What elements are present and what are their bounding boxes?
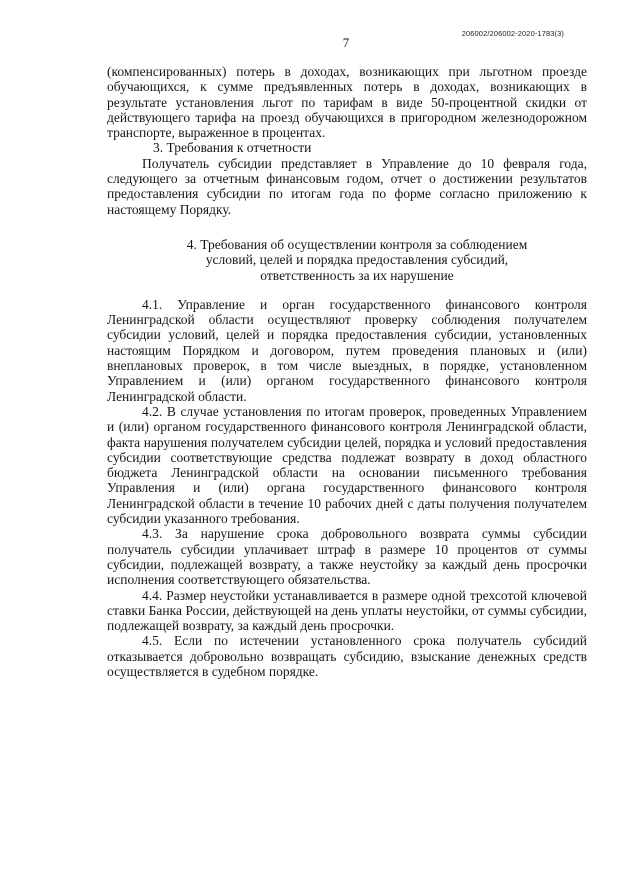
clause-4-4: 4.4. Размер неустойки устанавливается в размере одной трехсотой ключевой ставки Банка России, действующей на день уплаты неустойки, от суммы субсидии, подлежащей возврату, за каждый день просрочки. bbox=[107, 587, 587, 634]
section-3-title: 3. Требования к отчетности bbox=[153, 140, 312, 156]
document-body bbox=[107, 64, 587, 679]
clause-4-3: 4.3. За нарушение срока добровольного возврата суммы субсидии получатель субсидии уплачивает штраф в размере 10 процентов от суммы субсидии, подлежащей возврату, а также неустойку за каждый день просрочки исполнения соответствующего обязательства. bbox=[107, 526, 587, 588]
clause-4-1: 4.1. Управление и орган государственного финансового контроля Ленинградской области осуществляют проверку соблюдения получателем субсидии условий, целей и порядка предоставления субсидии, установленных настоящим Порядком и договором, путем проведения плановых и (или) внеплановых проверок, в том числе выездных, в порядке, установленном Управлением и (или) органом государственного финансового контроля Ленинградской области. bbox=[107, 296, 587, 404]
section-4-title-line-3: ответственность за их нарушение bbox=[260, 267, 454, 283]
section-4-title bbox=[107, 237, 587, 283]
clause-4-5: 4.5. Если по истечении установленного срока получатель субсидий отказывается добровольно возвращать субсидию, взыскание денежных средств осуществляется в судебном порядке. bbox=[107, 633, 587, 679]
document-id: 206002/206002-2020-1783(3) bbox=[461, 29, 564, 38]
clause-4-2: 4.2. В случае установления по итогам проверок, проведенных Управлением и (или) органом государственного финансового контроля Ленинградской области, факта нарушения получателем субсидии целей, порядка и условий предоставления субсидии соответствующие средства подлежат возврату в доход областного бюджета Ленинградской области на основании письменного требования Управления и (или) органа государственного финансового контроля Ленинградской области в течение 10 рабочих дней с даты получения получателем субсидии указанного требования. bbox=[107, 403, 587, 527]
page-number: 7 bbox=[342, 35, 350, 50]
section-4-title-line-2: условий, целей и порядка предоставления субсидий, bbox=[205, 252, 509, 268]
section-4-title-line-1: 4. Требования об осуществлении контроля за соблюдением bbox=[186, 236, 528, 252]
section-3-paragraph: Получатель субсидии представляет в Управление до 10 февраля года, следующего за отчетным финансовым годом, отчет о достижении результатов предоставления субсидии по итогам года по форме согласно приложению к настоящему Порядку. bbox=[107, 155, 587, 217]
intro-paragraph: (компенсированных) потерь в доходах, возникающих при льготном проезде обучающихся, к сумме предъявленных потерь в доходах, возникающих в результате установления льгот по тарифам в виде 50-процентной скидки от действующего тарифа на проезд обучающихся в пригородном железнодорожном транспорте, выраженное в процентах. bbox=[107, 64, 587, 141]
